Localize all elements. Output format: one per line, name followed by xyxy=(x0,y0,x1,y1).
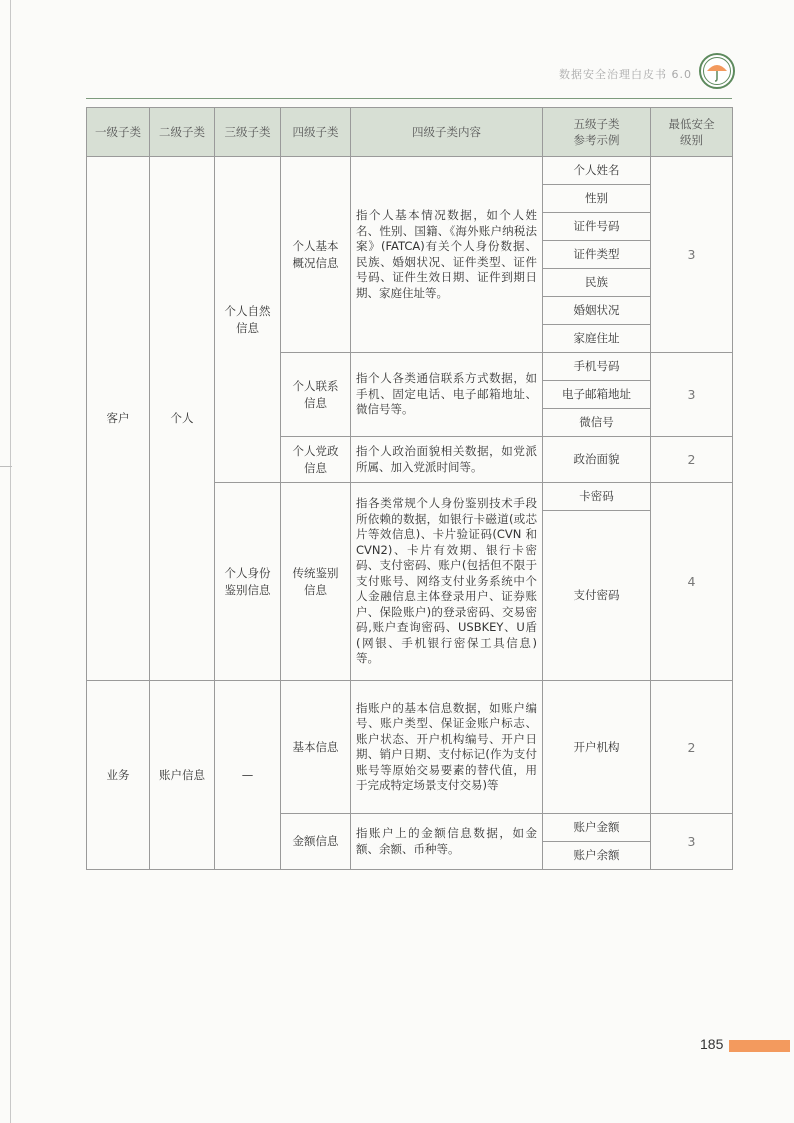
example-cell: 证件号码 xyxy=(543,213,651,241)
level4-description: 指个人政治面貌相关数据，如党派所属、加入党派时间等。 xyxy=(351,437,543,483)
security-level-cell: 3 xyxy=(651,353,733,437)
security-level-cell: 2 xyxy=(651,437,733,483)
level3-cell: — xyxy=(215,681,281,870)
level4-description: 指账户的基本信息数据，如账户编号、账户类型、保证金账户标志、账户状态、开户机构编号、开户日期、销户日期、支付标记(作为支付账号等原始交易要素的替代值，用于完成特定场景支付交易)等 xyxy=(351,681,543,814)
umbrella-shield-icon xyxy=(698,52,736,90)
example-cell: 账户金额 xyxy=(543,814,651,842)
level4-cell: 个人党政 信息 xyxy=(281,437,351,483)
header-title: 数据安全治理白皮书 6.0 xyxy=(559,68,692,81)
level4-description: 指账户上的金额信息数据，如金额、余额、币种等。 xyxy=(351,814,543,870)
level1-cell: 业务 xyxy=(87,681,150,870)
level3-cell: 个人自然 信息 xyxy=(215,157,281,483)
level4-cell: 基本信息 xyxy=(281,681,351,814)
example-cell: 支付密码 xyxy=(543,511,651,681)
column-header: 四级子类 xyxy=(281,108,351,157)
level4-cell: 个人联系 信息 xyxy=(281,353,351,437)
example-cell: 民族 xyxy=(543,269,651,297)
level4-cell: 金额信息 xyxy=(281,814,351,870)
table-row xyxy=(87,157,733,185)
table-header-row xyxy=(87,108,733,157)
example-cell: 个人姓名 xyxy=(543,157,651,185)
level2-cell: 账户信息 xyxy=(150,681,215,870)
binding-line xyxy=(10,0,11,1123)
header-rule xyxy=(86,98,732,99)
level2-cell: 个人 xyxy=(150,157,215,681)
example-cell: 家庭住址 xyxy=(543,325,651,353)
level4-description: 指个人基本情况数据，如个人姓名、性别、国籍、《海外账户纳税法案》(FATCA)有关个人身份数据、民族、婚姻状况、证件类型、证件号码、证件生效日期、证件到期日期、家庭住址等。 xyxy=(351,157,543,353)
page-number: 185 xyxy=(700,1036,724,1052)
level4-description: 指各类常规个人身份鉴别技术手段所依赖的数据，如银行卡磁道(或芯片等效信息)、卡片验证码(CVN 和CVN2)、卡片有效期、银行卡密码、支付密码、账户(包括但不限于支付账号、网络支付业务系统中个人金融信息主体登录用户、证券账户、保险账户)的登录密码、交易密码,账户查询密码、USBKEY、U盾(网银、手机银行密保工具信息)等。 xyxy=(351,483,543,681)
page-accent-bar xyxy=(729,1040,790,1052)
example-cell: 证件类型 xyxy=(543,241,651,269)
example-cell: 手机号码 xyxy=(543,353,651,381)
level1-cell: 客户 xyxy=(87,157,150,681)
security-level-cell: 3 xyxy=(651,157,733,353)
example-cell: 微信号 xyxy=(543,409,651,437)
security-level-cell: 3 xyxy=(651,814,733,870)
column-header: 四级子类内容 xyxy=(351,108,543,157)
example-cell: 政治面貌 xyxy=(543,437,651,483)
column-header: 五级子类 参考示例 xyxy=(543,108,651,157)
example-cell: 性别 xyxy=(543,185,651,213)
security-level-cell: 4 xyxy=(651,483,733,681)
level4-cell: 传统鉴别 信息 xyxy=(281,483,351,681)
level3-cell: 个人身份 鉴别信息 xyxy=(215,483,281,681)
classification-table xyxy=(86,107,733,870)
example-cell: 婚姻状况 xyxy=(543,297,651,325)
example-cell: 账户余额 xyxy=(543,842,651,870)
security-level-cell: 2 xyxy=(651,681,733,814)
example-cell: 卡密码 xyxy=(543,483,651,511)
column-header: 二级子类 xyxy=(150,108,215,157)
table-row xyxy=(87,681,733,814)
column-header: 一级子类 xyxy=(87,108,150,157)
example-cell: 电子邮箱地址 xyxy=(543,381,651,409)
column-header: 最低安全 级别 xyxy=(651,108,733,157)
margin-tick xyxy=(0,466,12,467)
column-header: 三级子类 xyxy=(215,108,281,157)
level4-description: 指个人各类通信联系方式数据，如手机、固定电话、电子邮箱地址、微信号等。 xyxy=(351,353,543,437)
example-cell: 开户机构 xyxy=(543,681,651,814)
level4-cell: 个人基本 概况信息 xyxy=(281,157,351,353)
